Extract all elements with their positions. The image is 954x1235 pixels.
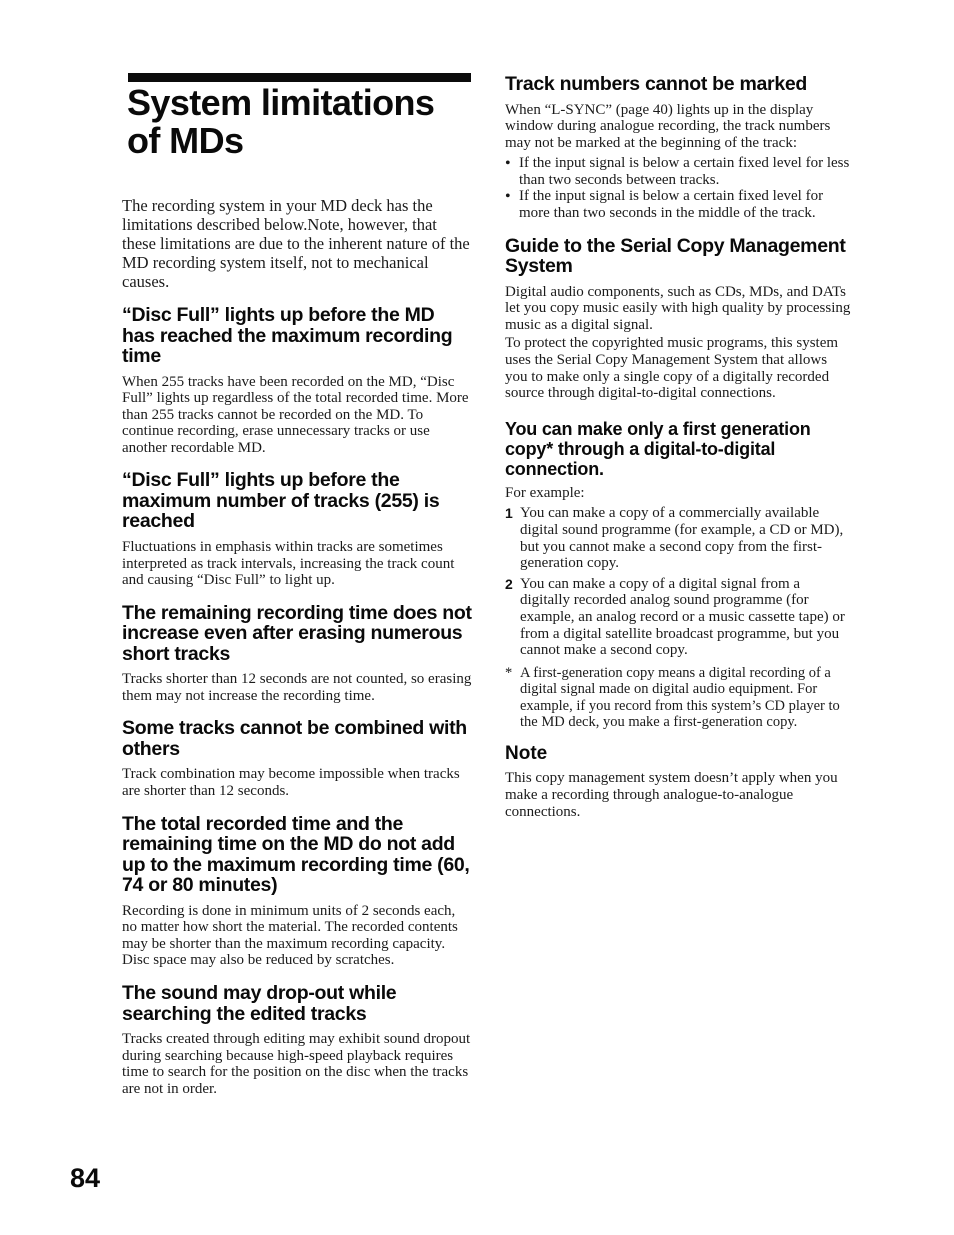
example-text: You can make a copy of a commercially available digital sound programme (for example, a CD or MD), but you cannot make a second copy from the first-generation copy. bbox=[520, 505, 844, 572]
section-body: Track combination may become impossible when tracks are shorter than 12 seconds. bbox=[122, 766, 460, 800]
section-heading: The total recorded time and the remaining time on the MD do not add up to the maximum recording time (60, 74 or 80 minutes) bbox=[122, 812, 470, 897]
note-body: This copy management system doesn’t apply when you make a recording through analogue-to-analogue connections. bbox=[505, 770, 838, 820]
section-disc-full-track-count bbox=[122, 470, 472, 588]
page-number: 84 bbox=[70, 1163, 101, 1193]
bullet-text: If the input signal is below a certain fixed level for less than two seconds between tracks. bbox=[519, 155, 850, 188]
section-body: Fluctuations in emphasis within tracks are sometimes interpreted as track intervals, increasing the track count and causing “Disc Full” to light up. bbox=[122, 538, 455, 589]
section-total-recorded-time bbox=[122, 814, 472, 969]
section-heading: “Disc Full” lights up before the maximum number of tracks (255) is reached bbox=[122, 469, 440, 533]
section-heading: Guide to the Serial Copy Management System bbox=[505, 234, 846, 278]
footnote-text: A first-generation copy means a digital recording of a digital signal made on digital audio equipment. For example, if you record from this system’s CD player to the MD deck, you make a first-generation copy. bbox=[520, 664, 840, 730]
section-track-numbers bbox=[505, 74, 853, 222]
section-combine-tracks bbox=[122, 718, 472, 799]
example-number: 1 bbox=[505, 505, 513, 522]
scms-paragraph-1: Digital audio components, such as CDs, MDs, and DATs let you copy music easily with high quality by processing music as a digital signal. bbox=[505, 283, 851, 333]
section-remaining-time bbox=[122, 603, 472, 705]
section-heading: The sound may drop-out while searching the edited tracks bbox=[122, 982, 397, 1025]
asterisk-icon: * bbox=[505, 664, 513, 681]
example-number: 2 bbox=[505, 575, 513, 592]
left-column bbox=[122, 196, 472, 1097]
section-body: Tracks shorter than 12 seconds are not counted, so erasing them may not increase the recording time. bbox=[122, 671, 472, 704]
example-label: For example: bbox=[505, 484, 585, 501]
section-body: Tracks created through editing may exhibit sound dropout during searching because high-speed playback requires time to search for the position on the disc when the tracks are not in order. bbox=[122, 1031, 471, 1097]
section-scms-guide bbox=[505, 236, 853, 821]
bullet-list bbox=[505, 155, 853, 221]
section-heading: The remaining recording time does not increase even after erasing numerous short tracks bbox=[122, 601, 472, 665]
page-title-line2: of MDs bbox=[127, 120, 244, 161]
example-item-1 bbox=[505, 505, 853, 571]
footnote bbox=[505, 665, 853, 731]
intro-paragraph: The recording system in your MD deck has the limitations described below.Note, however, that these limitations are due to the inherent nature of the MD recording system itself, not to mechanical causes. bbox=[122, 196, 470, 291]
bullet-icon: • bbox=[505, 155, 511, 173]
right-column bbox=[505, 74, 853, 820]
example-text: You can make a copy of a digital signal from a digitally recorded analog sound programme (for example, an analog record or a music cassette tape) or from a digital satellite broadcast programme, but you cannot make a second copy. bbox=[520, 575, 845, 659]
page-title-line1: System limitations bbox=[127, 82, 435, 123]
section-heading: “Disc Full” lights up before the MD has reached the maximum recording time bbox=[122, 304, 453, 367]
bullet-icon: • bbox=[505, 188, 511, 206]
section-body: When 255 tracks have been recorded on the MD, “Disc Full” lights up regardless of the total recorded time. More than 255 tracks cannot be recorded on the MD. To continue recording, erase unnecessary tracks or use another recordable MD. bbox=[122, 373, 469, 456]
section-heading: Track numbers cannot be marked bbox=[505, 73, 808, 95]
scms-paragraph-2: To protect the copyrighted music programs, this system uses the Serial Copy Management System that allows you to make only a single copy of a digitally recorded source through digital-to-digital connections. bbox=[505, 335, 839, 402]
bullet-text: If the input signal is below a certain fixed level for more than two seconds in the middle of the track. bbox=[519, 188, 824, 222]
bullet-item bbox=[505, 188, 853, 221]
example-item-2 bbox=[505, 576, 853, 659]
section-body: Recording is done in minimum units of 2 seconds each, no matter how short the material. The recorded contents may be shorter than the maximum recording capacity. Disc space may also be reduced by scratches. bbox=[122, 902, 458, 969]
scms-subheading: You can make only a first generation copy* through a digital-to-digital connection. bbox=[505, 418, 811, 479]
page-title bbox=[127, 84, 434, 160]
section-disc-full-recording-time bbox=[122, 305, 472, 456]
title-rule bbox=[128, 73, 471, 82]
section-heading: Some tracks cannot be combined with others bbox=[122, 717, 467, 760]
section-body: When “L-SYNC” (page 40) lights up in the display window during analogue recording, the track numbers may not be marked at the beginning of the track: bbox=[505, 101, 831, 151]
bullet-item bbox=[505, 155, 853, 188]
section-sound-dropout bbox=[122, 983, 472, 1097]
note-heading: Note bbox=[505, 743, 548, 765]
